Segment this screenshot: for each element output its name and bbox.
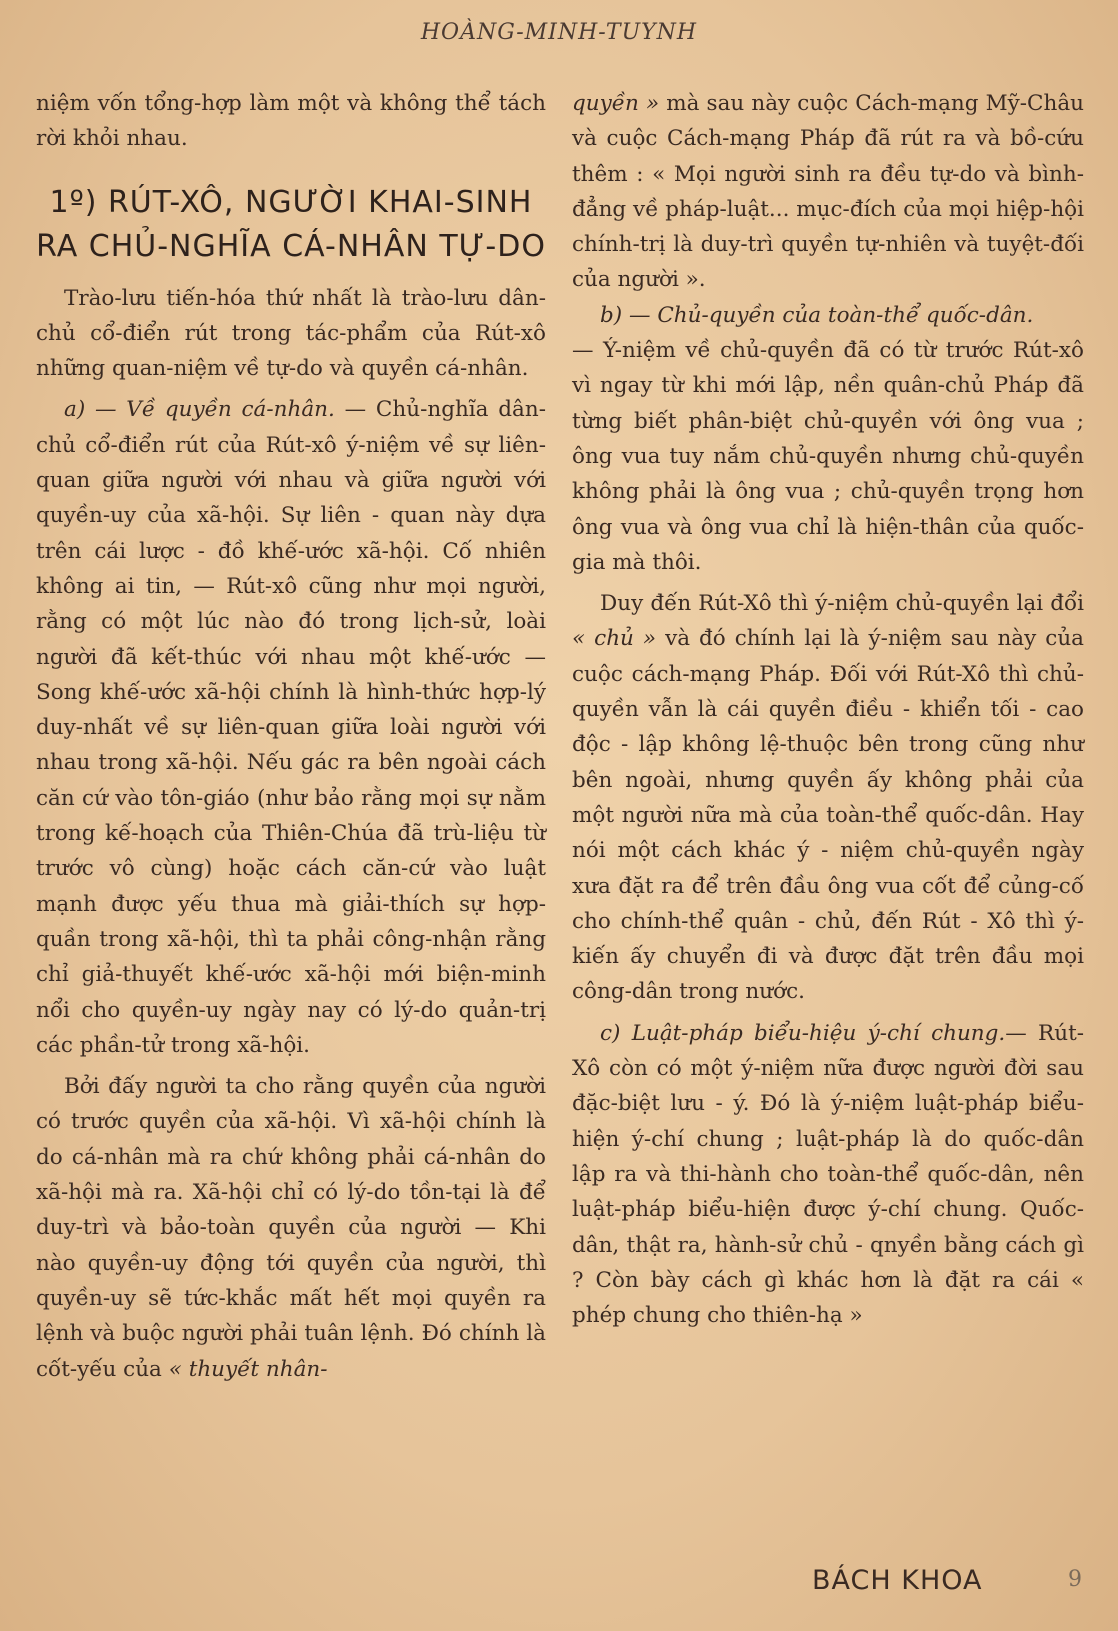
sovereignty-body-1: Duy đến Rút-Xô thì ý-niệm chủ-quyền lại đổi xyxy=(600,591,1084,617)
consequence-paragraph xyxy=(36,1069,546,1387)
page-number: 9 xyxy=(1068,1567,1082,1592)
continuation-paragraph xyxy=(572,86,1084,298)
section-a-body: — Chủ-nghĩa dân-chủ cổ-điển rút của Rút-xô ý-niệm về sự liên-quan giữa người với nhau và giữa người với quyền-uy của xã-hội. Sự liên - quan này dựa trên cái lược - đồ khế-ước xã-hội. Cố nhiên không ai tin, — Rút-xô cũng như mọi người, rằng có một lúc nào đó trong lịch-sử, loài người đã kết-thúc với nhau một khế-ước — Song khế-ước xã-hội chính là hình-thức hợp-lý duy-nhất về sự liên-quan giữa loài người với nhau trong xã-hội. Nếu gác ra bên ngoài cách căn cứ vào tôn-giáo (như bảo rằng mọi sự nằm trong kế-hoạch của Thiên-Chúa đã trù-liệu từ trước vô cùng) hoặc cách căn-cứ vào luật mạnh được yếu thua mà giải-thích sự hợp-quần trong xã-hội, thì ta phải công-nhận rằng chỉ giả-thuyết khế-ước xã-hội mới biện-minh nổi cho quyền-uy ngày nay có lý-do quản-trị các phần-tử trong xã-hội. xyxy=(36,397,546,1058)
trend-paragraph: Trào-lưu tiến-hóa thứ nhất là trào-lưu dân-chủ cổ-điển rút trong tác-phẩm của Rút-xô những quan-niệm về tự-do và quyền cá-nhân. xyxy=(36,285,546,382)
left-column xyxy=(36,86,546,1387)
continuation-italic: quyền » xyxy=(572,91,660,116)
consequence-tail: « thuyết nhân- xyxy=(161,1356,328,1382)
subheading-c: c) Luật-pháp biểu-hiệu ý-chí chung. xyxy=(600,1020,1006,1046)
sovereignty-body-2: và đó chính lại là ý-niệm sau này của cuộc cách-mạng Pháp. Đối với Rút-Xô thì chủ-quyền vẫn là cái quyền điều - khiển tối - cao độc - lập không lệ-thuộc bên trong cũng như bên ngoài, nhưng quyền ấy không phải của một người nữa mà của toàn-thể quốc-dân. Hay nói một cách khác ý - niệm chủ-quyền ngày xưa đặt ra để trên đầu ông vua cốt để củng-cố cho chính-thể quân - chủ, đến Rút - Xô thì ý-kiến ấy chuyển đi và được đặt trên đầu mọi công-dân trong nước. xyxy=(572,626,1084,1005)
section-c-paragraph xyxy=(572,1016,1084,1334)
section-c-body: — Rút-Xô còn có một ý-niệm nữa được người đời sau đặc-biệt lưu - ý. Đó là ý-niệm luật-pháp biểu-hiện ý-chí chung ; luật-pháp là do quốc-dân lập ra và thi-hành cho toàn-thể quốc-dân, nên luật-pháp biểu-hiện được ý-chí chung. Quốc-dân, thật ra, hành-sử chủ - qnyền bằng cách gì ? Còn bày cách gì khác hơn là đặt ra cái « phép chung cho thiên-hạ » xyxy=(572,1020,1084,1329)
magazine-name: BÁCH KHOA xyxy=(812,1565,983,1596)
subheading-b: b) — Chủ-quyền của toàn-thể quốc-dân. xyxy=(600,302,1034,328)
section-heading: 1º) RÚT-XÔ, NGƯỜI KHAI-SINH RA CHỦ-NGHĨA CÁ-NHÂN TỰ-DO xyxy=(36,184,546,264)
continuation-body: mà sau này cuộc Cách-mạng Mỹ-Châu và cuộc Cách-mạng Pháp đã rút ra và bồ-cứu thêm : « Mọi người sinh ra đều tự-do và bình-đẳng về pháp-luật... mục-đích của mọi hiệp-hội chính-trị là duy-trì quyền tự-nhiên và tuyệt-đối của người ». xyxy=(572,91,1085,293)
right-column xyxy=(572,86,1084,1333)
rousseau-sovereignty-paragraph xyxy=(572,586,1084,1010)
intro-paragraph: niệm vốn tổng-hợp làm một và không thể tách rời khỏi nhau. xyxy=(36,91,546,152)
consequence-body: Bởi đấy người ta cho rằng quyền của người có trước quyền của xã-hội. Vì xã-hội chính là do cá-nhân mà ra chứ không phải cá-nhân do xã-hội mà ra. Xã-hội chỉ có lý-do tồn-tại là để duy-trì và bảo-toàn quyền của người — Khi nào quyền-uy động tới quyền của người, thì quyền-uy sẽ tức-khắc mất hết mọi quyền ra lệnh và buộc người phải tuân lệnh. Đó chính là cốt-yếu của xyxy=(36,1074,546,1382)
section-a-paragraph xyxy=(36,392,546,1063)
running-header: HOÀNG-MINH-TUYNH xyxy=(420,20,698,45)
subheading-a: a) — Về quyền cá-nhân. xyxy=(64,397,335,423)
sovereignty-chu: « chủ » xyxy=(572,626,657,652)
section-b-paragraph: — Ý-niệm về chủ-quyền đã có từ trước Rút-xô vì ngay từ khi mới lập, nền quân-chủ Pháp đã từng biết phân-biệt chủ-quyền với ông vua ; ông vua tuy nắm chủ-quyền nhưng chủ-quyền không phải là ông vua ; chủ-quyền trọng hơn ông vua và ông vua chỉ là hiện-thân của quốc-gia mà thôi. xyxy=(572,338,1084,575)
